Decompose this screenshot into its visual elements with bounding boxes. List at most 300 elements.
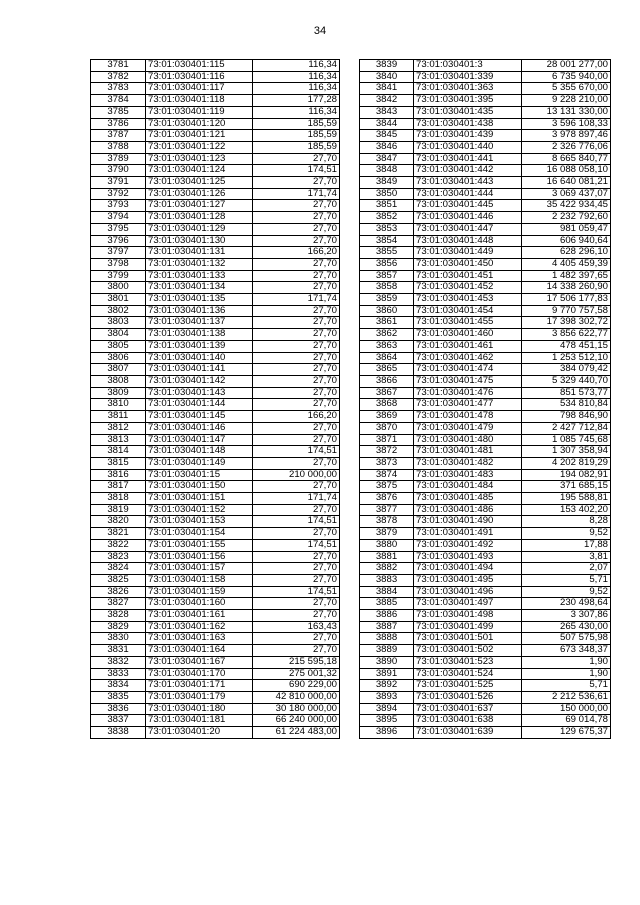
cadastral-number-cell: 73:01:030401:525 bbox=[414, 680, 522, 692]
value-cell: 4 202 819,29 bbox=[522, 457, 611, 469]
row-number-cell: 3890 bbox=[360, 656, 414, 668]
table-row bbox=[360, 329, 611, 341]
cadastral-number-cell: 73:01:030401:135 bbox=[146, 294, 253, 306]
row-number-cell: 3810 bbox=[91, 399, 146, 411]
value-cell: 606 940,64 bbox=[522, 235, 611, 247]
row-number-cell: 3854 bbox=[360, 235, 414, 247]
cadastral-number-cell: 73:01:030401:163 bbox=[146, 633, 253, 645]
cadastral-number-cell: 73:01:030401:146 bbox=[146, 422, 253, 434]
row-number-cell: 3820 bbox=[91, 516, 146, 528]
row-number-cell: 3801 bbox=[91, 294, 146, 306]
row-number-cell: 3818 bbox=[91, 493, 146, 505]
row-number-cell: 3848 bbox=[360, 165, 414, 177]
cadastral-number-cell: 73:01:030401:161 bbox=[146, 610, 253, 622]
row-number-cell: 3859 bbox=[360, 294, 414, 306]
row-number-cell: 3874 bbox=[360, 469, 414, 481]
value-cell: 42 810 000,00 bbox=[253, 691, 340, 703]
row-number-cell: 3792 bbox=[91, 188, 146, 200]
cadastral-number-cell: 73:01:030401:144 bbox=[146, 399, 253, 411]
value-cell: 1,90 bbox=[522, 656, 611, 668]
row-number-cell: 3855 bbox=[360, 247, 414, 259]
row-number-cell: 3822 bbox=[91, 539, 146, 551]
row-number-cell: 3861 bbox=[360, 317, 414, 329]
cadastral-number-cell: 73:01:030401:478 bbox=[414, 411, 522, 423]
cadastral-number-cell: 73:01:030401:477 bbox=[414, 399, 522, 411]
cadastral-number-cell: 73:01:030401:140 bbox=[146, 352, 253, 364]
value-cell: 69 014,78 bbox=[522, 715, 611, 727]
value-cell: 371 685,15 bbox=[522, 481, 611, 493]
row-number-cell: 3836 bbox=[91, 703, 146, 715]
row-number-cell: 3850 bbox=[360, 188, 414, 200]
cadastral-number-cell: 73:01:030401:148 bbox=[146, 446, 253, 458]
table-row bbox=[91, 434, 340, 446]
table-row bbox=[91, 141, 340, 153]
value-cell: 2 212 536,61 bbox=[522, 691, 611, 703]
table-row bbox=[91, 223, 340, 235]
table-row bbox=[91, 691, 340, 703]
value-cell: 17 398 302,72 bbox=[522, 317, 611, 329]
row-number-cell: 3793 bbox=[91, 200, 146, 212]
cadastral-number-cell: 73:01:030401:451 bbox=[414, 270, 522, 282]
value-cell: 27,70 bbox=[253, 528, 340, 540]
row-number-cell: 3804 bbox=[91, 329, 146, 341]
row-number-cell: 3873 bbox=[360, 457, 414, 469]
row-number-cell: 3840 bbox=[360, 71, 414, 83]
table-row bbox=[91, 668, 340, 680]
cadastral-number-cell: 73:01:030401:480 bbox=[414, 434, 522, 446]
value-cell: 27,70 bbox=[253, 153, 340, 165]
cadastral-number-cell: 73:01:030401:131 bbox=[146, 247, 253, 259]
cadastral-number-cell: 73:01:030401:126 bbox=[146, 188, 253, 200]
row-number-cell: 3785 bbox=[91, 106, 146, 118]
table-row bbox=[360, 469, 611, 481]
table-row bbox=[360, 60, 611, 72]
value-cell: 210 000,00 bbox=[253, 469, 340, 481]
table-row bbox=[91, 130, 340, 142]
row-number-cell: 3833 bbox=[91, 668, 146, 680]
value-cell: 230 498,64 bbox=[522, 598, 611, 610]
value-cell: 17,88 bbox=[522, 539, 611, 551]
value-cell: 185,59 bbox=[253, 118, 340, 130]
value-cell: 30 180 000,00 bbox=[253, 703, 340, 715]
table-row bbox=[91, 645, 340, 657]
cadastral-number-cell: 73:01:030401:124 bbox=[146, 165, 253, 177]
table-row bbox=[360, 399, 611, 411]
value-cell: 16 640 081,21 bbox=[522, 177, 611, 189]
row-number-cell: 3851 bbox=[360, 200, 414, 212]
row-number-cell: 3827 bbox=[91, 598, 146, 610]
value-cell: 27,70 bbox=[253, 235, 340, 247]
cadastral-number-cell: 73:01:030401:454 bbox=[414, 305, 522, 317]
value-cell: 174,51 bbox=[253, 165, 340, 177]
row-number-cell: 3845 bbox=[360, 130, 414, 142]
value-cell: 166,20 bbox=[253, 247, 340, 259]
table-row bbox=[360, 411, 611, 423]
row-number-cell: 3862 bbox=[360, 329, 414, 341]
value-cell: 4 405 459,39 bbox=[522, 258, 611, 270]
table-row bbox=[91, 399, 340, 411]
row-number-cell: 3787 bbox=[91, 130, 146, 142]
table-row bbox=[91, 95, 340, 107]
cadastral-number-cell: 73:01:030401:444 bbox=[414, 188, 522, 200]
cadastral-number-cell: 73:01:030401:452 bbox=[414, 282, 522, 294]
row-number-cell: 3809 bbox=[91, 387, 146, 399]
table-row bbox=[91, 106, 340, 118]
cadastral-number-cell: 73:01:030401:455 bbox=[414, 317, 522, 329]
table-row bbox=[91, 446, 340, 458]
table-row bbox=[91, 586, 340, 598]
row-number-cell: 3882 bbox=[360, 563, 414, 575]
row-number-cell: 3837 bbox=[91, 715, 146, 727]
cadastral-number-cell: 73:01:030401:495 bbox=[414, 574, 522, 586]
row-number-cell: 3823 bbox=[91, 551, 146, 563]
table-row bbox=[91, 188, 340, 200]
table-row bbox=[91, 610, 340, 622]
value-cell: 35 422 934,45 bbox=[522, 200, 611, 212]
row-number-cell: 3798 bbox=[91, 258, 146, 270]
table-row bbox=[91, 317, 340, 329]
table-row bbox=[360, 493, 611, 505]
row-number-cell: 3880 bbox=[360, 539, 414, 551]
row-number-cell: 3825 bbox=[91, 574, 146, 586]
cadastral-number-cell: 73:01:030401:134 bbox=[146, 282, 253, 294]
table-row bbox=[91, 305, 340, 317]
row-number-cell: 3889 bbox=[360, 645, 414, 657]
row-number-cell: 3826 bbox=[91, 586, 146, 598]
table-row bbox=[91, 481, 340, 493]
table-row bbox=[360, 364, 611, 376]
table-row bbox=[91, 329, 340, 341]
value-cell: 5 329 440,70 bbox=[522, 375, 611, 387]
value-cell: 27,70 bbox=[253, 551, 340, 563]
cadastral-number-cell: 73:01:030401:3 bbox=[414, 60, 522, 72]
cadastral-number-cell: 73:01:030401:439 bbox=[414, 130, 522, 142]
cadastral-number-cell: 73:01:030401:137 bbox=[146, 317, 253, 329]
row-number-cell: 3871 bbox=[360, 434, 414, 446]
row-number-cell: 3788 bbox=[91, 141, 146, 153]
table-row bbox=[360, 188, 611, 200]
cadastral-number-cell: 73:01:030401:133 bbox=[146, 270, 253, 282]
table-row bbox=[360, 340, 611, 352]
table-row bbox=[360, 727, 611, 739]
cadastral-number-cell: 73:01:030401:524 bbox=[414, 668, 522, 680]
value-cell: 5 355 670,00 bbox=[522, 83, 611, 95]
value-cell: 174,51 bbox=[253, 516, 340, 528]
cadastral-number-cell: 73:01:030401:493 bbox=[414, 551, 522, 563]
value-cell: 798 846,90 bbox=[522, 411, 611, 423]
value-cell: 478 451,15 bbox=[522, 340, 611, 352]
table-row bbox=[91, 411, 340, 423]
value-cell: 27,70 bbox=[253, 387, 340, 399]
table-row bbox=[91, 200, 340, 212]
row-number-cell: 3806 bbox=[91, 352, 146, 364]
cadastral-number-cell: 73:01:030401:462 bbox=[414, 352, 522, 364]
value-cell: 3 307,86 bbox=[522, 610, 611, 622]
value-cell: 195 588,81 bbox=[522, 493, 611, 505]
cadastral-number-cell: 73:01:030401:474 bbox=[414, 364, 522, 376]
value-cell: 3 069 437,07 bbox=[522, 188, 611, 200]
cadastral-number-cell: 73:01:030401:164 bbox=[146, 645, 253, 657]
table-row bbox=[360, 434, 611, 446]
cadastral-number-cell: 73:01:030401:170 bbox=[146, 668, 253, 680]
value-cell: 66 240 000,00 bbox=[253, 715, 340, 727]
page-number: 34 bbox=[313, 25, 327, 37]
row-number-cell: 3891 bbox=[360, 668, 414, 680]
value-cell: 17 506 177,83 bbox=[522, 294, 611, 306]
cadastral-number-cell: 73:01:030401:142 bbox=[146, 375, 253, 387]
row-number-cell: 3829 bbox=[91, 621, 146, 633]
value-cell: 27,70 bbox=[253, 317, 340, 329]
row-number-cell: 3878 bbox=[360, 516, 414, 528]
cadastral-number-cell: 73:01:030401:637 bbox=[414, 703, 522, 715]
cadastral-number-cell: 73:01:030401:180 bbox=[146, 703, 253, 715]
cadastral-number-cell: 73:01:030401:496 bbox=[414, 586, 522, 598]
cadastral-number-cell: 73:01:030401:490 bbox=[414, 516, 522, 528]
table-row bbox=[91, 469, 340, 481]
row-number-cell: 3844 bbox=[360, 118, 414, 130]
value-cell: 166,20 bbox=[253, 411, 340, 423]
table-row bbox=[360, 539, 611, 551]
row-number-cell: 3865 bbox=[360, 364, 414, 376]
cadastral-number-cell: 73:01:030401:460 bbox=[414, 329, 522, 341]
cadastral-number-cell: 73:01:030401:181 bbox=[146, 715, 253, 727]
row-number-cell: 3821 bbox=[91, 528, 146, 540]
value-cell: 27,70 bbox=[253, 352, 340, 364]
right-table bbox=[359, 59, 611, 739]
value-cell: 2 427 712,84 bbox=[522, 422, 611, 434]
table-row bbox=[360, 305, 611, 317]
value-cell: 9,52 bbox=[522, 528, 611, 540]
value-cell: 5,71 bbox=[522, 574, 611, 586]
table-row bbox=[360, 177, 611, 189]
cadastral-number-cell: 73:01:030401:117 bbox=[146, 83, 253, 95]
cadastral-number-cell: 73:01:030401:363 bbox=[414, 83, 522, 95]
row-number-cell: 3843 bbox=[360, 106, 414, 118]
cadastral-number-cell: 73:01:030401:136 bbox=[146, 305, 253, 317]
cadastral-number-cell: 73:01:030401:160 bbox=[146, 598, 253, 610]
row-number-cell: 3863 bbox=[360, 340, 414, 352]
row-number-cell: 3849 bbox=[360, 177, 414, 189]
value-cell: 174,51 bbox=[253, 446, 340, 458]
table-row bbox=[360, 375, 611, 387]
value-cell: 1 085 745,68 bbox=[522, 434, 611, 446]
value-cell: 171,74 bbox=[253, 188, 340, 200]
table-row bbox=[360, 457, 611, 469]
cadastral-number-cell: 73:01:030401:395 bbox=[414, 95, 522, 107]
table-row bbox=[360, 200, 611, 212]
value-cell: 215 595,18 bbox=[253, 656, 340, 668]
value-cell: 27,70 bbox=[253, 598, 340, 610]
table-row bbox=[360, 504, 611, 516]
cadastral-number-cell: 73:01:030401:123 bbox=[146, 153, 253, 165]
cadastral-number-cell: 73:01:030401:523 bbox=[414, 656, 522, 668]
row-number-cell: 3831 bbox=[91, 645, 146, 657]
table-row bbox=[360, 130, 611, 142]
row-number-cell: 3819 bbox=[91, 504, 146, 516]
value-cell: 27,70 bbox=[253, 329, 340, 341]
value-cell: 185,59 bbox=[253, 130, 340, 142]
table-row bbox=[360, 551, 611, 563]
cadastral-number-cell: 73:01:030401:20 bbox=[146, 727, 253, 739]
cadastral-number-cell: 73:01:030401:130 bbox=[146, 235, 253, 247]
value-cell: 174,51 bbox=[253, 586, 340, 598]
table-row bbox=[360, 223, 611, 235]
value-cell: 27,70 bbox=[253, 282, 340, 294]
row-number-cell: 3857 bbox=[360, 270, 414, 282]
value-cell: 8 665 840,77 bbox=[522, 153, 611, 165]
value-cell: 981 059,47 bbox=[522, 223, 611, 235]
cadastral-number-cell: 73:01:030401:443 bbox=[414, 177, 522, 189]
table-row bbox=[91, 177, 340, 189]
table-row bbox=[91, 294, 340, 306]
value-cell: 628 296,10 bbox=[522, 247, 611, 259]
table-row bbox=[91, 703, 340, 715]
row-number-cell: 3800 bbox=[91, 282, 146, 294]
value-cell: 27,70 bbox=[253, 563, 340, 575]
value-cell: 27,70 bbox=[253, 375, 340, 387]
value-cell: 27,70 bbox=[253, 481, 340, 493]
value-cell: 129 675,37 bbox=[522, 727, 611, 739]
row-number-cell: 3884 bbox=[360, 586, 414, 598]
value-cell: 27,70 bbox=[253, 212, 340, 224]
row-number-cell: 3811 bbox=[91, 411, 146, 423]
table-row bbox=[91, 212, 340, 224]
table-row bbox=[91, 528, 340, 540]
table-row bbox=[360, 446, 611, 458]
cadastral-number-cell: 73:01:030401:132 bbox=[146, 258, 253, 270]
cadastral-number-cell: 73:01:030401:449 bbox=[414, 247, 522, 259]
row-number-cell: 3832 bbox=[91, 656, 146, 668]
row-number-cell: 3896 bbox=[360, 727, 414, 739]
value-cell: 27,70 bbox=[253, 504, 340, 516]
table-row bbox=[360, 141, 611, 153]
row-number-cell: 3894 bbox=[360, 703, 414, 715]
row-number-cell: 3789 bbox=[91, 153, 146, 165]
cadastral-number-cell: 73:01:030401:120 bbox=[146, 118, 253, 130]
row-number-cell: 3795 bbox=[91, 223, 146, 235]
table-row bbox=[360, 668, 611, 680]
table-row bbox=[360, 165, 611, 177]
row-number-cell: 3875 bbox=[360, 481, 414, 493]
value-cell: 27,70 bbox=[253, 457, 340, 469]
table-row bbox=[360, 83, 611, 95]
cadastral-number-cell: 73:01:030401:119 bbox=[146, 106, 253, 118]
cadastral-number-cell: 73:01:030401:497 bbox=[414, 598, 522, 610]
cadastral-number-cell: 73:01:030401:149 bbox=[146, 457, 253, 469]
cadastral-number-cell: 73:01:030401:152 bbox=[146, 504, 253, 516]
cadastral-number-cell: 73:01:030401:125 bbox=[146, 177, 253, 189]
table-row bbox=[360, 516, 611, 528]
table-row bbox=[91, 352, 340, 364]
row-number-cell: 3870 bbox=[360, 422, 414, 434]
value-cell: 27,70 bbox=[253, 574, 340, 586]
cadastral-number-cell: 73:01:030401:476 bbox=[414, 387, 522, 399]
row-number-cell: 3802 bbox=[91, 305, 146, 317]
table-row bbox=[360, 422, 611, 434]
table-row bbox=[91, 340, 340, 352]
value-cell: 116,34 bbox=[253, 71, 340, 83]
table-row bbox=[360, 633, 611, 645]
row-number-cell: 3893 bbox=[360, 691, 414, 703]
cadastral-number-cell: 73:01:030401:441 bbox=[414, 153, 522, 165]
cadastral-number-cell: 73:01:030401:151 bbox=[146, 493, 253, 505]
row-number-cell: 3885 bbox=[360, 598, 414, 610]
value-cell: 27,70 bbox=[253, 399, 340, 411]
row-number-cell: 3813 bbox=[91, 434, 146, 446]
row-number-cell: 3797 bbox=[91, 247, 146, 259]
table-row bbox=[91, 71, 340, 83]
table-row bbox=[360, 282, 611, 294]
value-cell: 171,74 bbox=[253, 294, 340, 306]
value-cell: 61 224 483,00 bbox=[253, 727, 340, 739]
row-number-cell: 3812 bbox=[91, 422, 146, 434]
cadastral-number-cell: 73:01:030401:450 bbox=[414, 258, 522, 270]
cadastral-number-cell: 73:01:030401:145 bbox=[146, 411, 253, 423]
value-cell: 27,70 bbox=[253, 223, 340, 235]
cadastral-number-cell: 73:01:030401:481 bbox=[414, 446, 522, 458]
value-cell: 8,28 bbox=[522, 516, 611, 528]
value-cell: 9,52 bbox=[522, 586, 611, 598]
table-row bbox=[360, 481, 611, 493]
row-number-cell: 3799 bbox=[91, 270, 146, 282]
table-row bbox=[360, 235, 611, 247]
row-number-cell: 3838 bbox=[91, 727, 146, 739]
cadastral-number-cell: 73:01:030401:141 bbox=[146, 364, 253, 376]
cadastral-number-cell: 73:01:030401:440 bbox=[414, 141, 522, 153]
table-row bbox=[360, 258, 611, 270]
table-row bbox=[360, 528, 611, 540]
cadastral-number-cell: 73:01:030401:122 bbox=[146, 141, 253, 153]
cadastral-number-cell: 73:01:030401:526 bbox=[414, 691, 522, 703]
table-row bbox=[91, 387, 340, 399]
value-cell: 116,34 bbox=[253, 106, 340, 118]
table-row bbox=[91, 621, 340, 633]
value-cell: 1,90 bbox=[522, 668, 611, 680]
cadastral-number-cell: 73:01:030401:138 bbox=[146, 329, 253, 341]
value-cell: 2,07 bbox=[522, 563, 611, 575]
cadastral-number-cell: 73:01:030401:498 bbox=[414, 610, 522, 622]
row-number-cell: 3864 bbox=[360, 352, 414, 364]
cadastral-number-cell: 73:01:030401:486 bbox=[414, 504, 522, 516]
row-number-cell: 3782 bbox=[91, 71, 146, 83]
cadastral-number-cell: 73:01:030401:129 bbox=[146, 223, 253, 235]
cadastral-number-cell: 73:01:030401:501 bbox=[414, 633, 522, 645]
table-row bbox=[91, 258, 340, 270]
table-row bbox=[360, 71, 611, 83]
row-number-cell: 3790 bbox=[91, 165, 146, 177]
row-number-cell: 3856 bbox=[360, 258, 414, 270]
cadastral-number-cell: 73:01:030401:446 bbox=[414, 212, 522, 224]
row-number-cell: 3846 bbox=[360, 141, 414, 153]
row-number-cell: 3869 bbox=[360, 411, 414, 423]
table-row bbox=[360, 118, 611, 130]
table-row bbox=[360, 95, 611, 107]
value-cell: 27,70 bbox=[253, 305, 340, 317]
cadastral-number-cell: 73:01:030401:127 bbox=[146, 200, 253, 212]
cadastral-number-cell: 73:01:030401:156 bbox=[146, 551, 253, 563]
value-cell: 3 596 108,33 bbox=[522, 118, 611, 130]
value-cell: 265 430,00 bbox=[522, 621, 611, 633]
table-row bbox=[91, 422, 340, 434]
cadastral-number-cell: 73:01:030401:491 bbox=[414, 528, 522, 540]
table-row bbox=[91, 282, 340, 294]
table-row bbox=[91, 563, 340, 575]
row-number-cell: 3791 bbox=[91, 177, 146, 189]
cadastral-number-cell: 73:01:030401:638 bbox=[414, 715, 522, 727]
row-number-cell: 3784 bbox=[91, 95, 146, 107]
value-cell: 27,70 bbox=[253, 270, 340, 282]
table-row bbox=[91, 60, 340, 72]
